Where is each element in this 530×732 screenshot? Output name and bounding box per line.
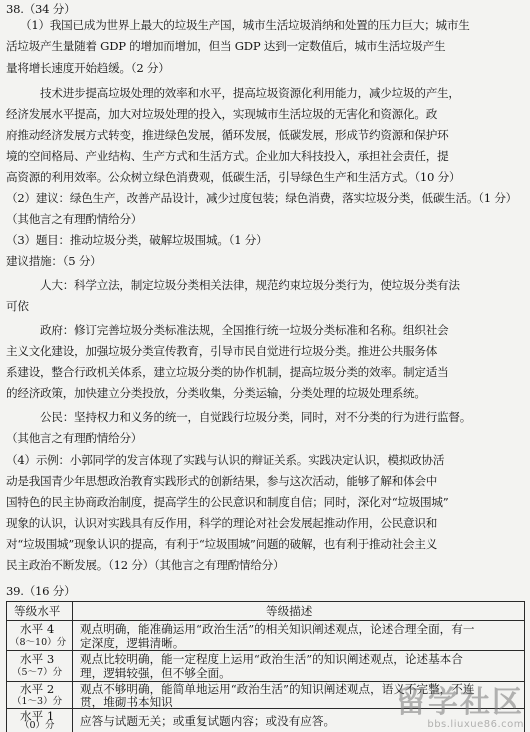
q38-p9-line: 现象的认识，认识对实践具有反作用，科学的理论对社会发展起推动作用，公民意识和 xyxy=(6,516,438,530)
q38-p2-line: 技术进步提高垃圾处理的效率和水平，提高垃圾资源化利用能力，减少垃圾的产生， xyxy=(40,86,460,100)
table-row-description: 定深度，逻辑清晰。 xyxy=(80,636,185,650)
table-header-description: 等级描述 xyxy=(266,604,313,618)
table-row-description: 理，逻辑较强，但不够全面。 xyxy=(80,666,231,680)
table-row-description: 观点不够明确，能简单地运用“政治生活”的知识阐述观点，语义不完整，不连 xyxy=(80,682,475,696)
table-border-left xyxy=(6,601,7,732)
table-row-range: （0）分 xyxy=(20,720,55,731)
q38-p8-line: 公民：坚持权力和义务的统一，自觉践行垃圾分类，同时，对不分类的行为进行监督。 xyxy=(40,410,472,424)
q38-p9-line: 国特色的民主协商政治制度，提高学生的公民意识和制度自信；同时，深化对“垃圾围城” xyxy=(6,495,449,509)
site-watermark xyxy=(396,687,524,730)
table-row-range: （5～7）分 xyxy=(12,667,63,678)
q38-p5-line: 建议措施：（5 分） xyxy=(6,254,102,268)
q38-heading: 38.（34 分） xyxy=(6,2,76,16)
q38-p2-line: 经济发展水平提高，加大对垃圾处理的投入，实现城市生活垃圾的无害化和资源化。政 xyxy=(6,107,438,121)
q38-p7-line: 的经济政策，加快建立分类投放，分类收集，分类运输，分类处理的垃圾处理系统。 xyxy=(6,386,426,400)
q38-p2-line: 高资源的利用效率。公众树立绿色消费观，低碳生活，引导绿色生产和生活方式。（10 分） xyxy=(6,170,461,184)
watermark-url: bbs.liuxue86.com xyxy=(427,719,524,730)
table-border-right xyxy=(524,601,525,732)
q38-p3-line: （2）建议：绿色生产，改善产品设计，减少过度包装；绿色消费，落实垃圾分类，低碳生活。（1 分） xyxy=(6,191,518,205)
q38-p7-line: 系建设，整合行政机关体系，建立垃圾分类的协作机制，提高垃圾分类的效率。制定适当 xyxy=(6,365,449,379)
table-row-description: 观点明确，能准确运用“政治生活”的相关知识阐述观点，论述合理全面，有一 xyxy=(80,622,475,636)
q38-p9-line: 民主政治不断发展。（12 分）（其他言之有理酌情给分） xyxy=(6,558,285,572)
table-border-top xyxy=(6,601,525,602)
table-column-divider xyxy=(72,601,73,732)
table-row-level: 水平 2 xyxy=(20,682,55,696)
table-row-range: （8～10）分 xyxy=(10,637,67,648)
q38-p8-line: （其他言之有理酌情给分） xyxy=(6,431,143,445)
table-row-level: 水平 1 xyxy=(20,709,55,723)
watermark-logo-text: 留学社区 xyxy=(396,685,524,720)
q38-p3b-line: （其他言之有理酌情给分） xyxy=(6,212,143,226)
q38-p9-line: 动是我国青少年思想政治教育实践形式的创新结果，参与这次活动，能够了解和体会中 xyxy=(6,474,438,488)
q38-p2-line: 境的空间格局、产业结构、生产方式和生活方式。企业加大科技投入，承担社会责任，提 xyxy=(6,149,449,163)
q38-p6-line: 人大：科学立法，制定垃圾分类相关法律，规范约束垃圾分类行为，使垃圾分类有法 xyxy=(40,278,460,292)
q39-heading: 39.（16 分） xyxy=(6,584,76,598)
q38-p6-line: 可依 xyxy=(6,299,29,313)
q38-p9-line: 对“垃圾围城”现象认识的提高，有利于“垃圾围城”问题的破解，也有利于推动社会主义 xyxy=(6,537,438,551)
table-header-level: 等级水平 xyxy=(14,604,61,618)
table-row-description: 应答与试题无关；或重复试题内容；或没有应答。 xyxy=(80,714,336,728)
table-row-description: 观点比较明确，能一定程度上运用“政治生活”的知识阐述观点，论述基本合 xyxy=(80,652,463,666)
q38-p2-line: 府推动经济发展方式转变，推进绿色发展，循环发展，低碳发展，形成节约资源和保护环 xyxy=(6,128,449,142)
table-row-level: 水平 4 xyxy=(20,622,55,636)
q38-p4-line: （3）题目：推动垃圾分类，破解垃圾围城。（1 分） xyxy=(6,233,268,247)
q38-p1-line: （1）我国已成为世界上最大的垃圾生产国，城市生活垃圾消纳和处置的压力巨大；城市生 xyxy=(20,18,470,32)
table-row-range: （1～3）分 xyxy=(12,696,63,707)
table-row-divider xyxy=(6,620,525,621)
q38-p7-line: 主义文化建设，加强垃圾分类宣传教育，引导市民自觉进行垃圾分类。推进公共服务体 xyxy=(6,344,438,358)
table-row-level: 水平 3 xyxy=(20,652,55,666)
table-row-description: 贯，堆砌书本知识 xyxy=(80,695,173,709)
q38-p1-line: 活垃圾产生量随着 GDP 的增加而增加，但当 GDP 达到一定数值后，城市生活垃圾产生 xyxy=(6,39,446,53)
q38-p1-line: 量将增长速度开始趋缓。（2 分） xyxy=(6,61,170,75)
table-row-divider xyxy=(6,650,525,651)
q38-p7-line: 政府：修订完善垃圾分类标准法规，全国推行统一垃圾分类标准和名称。组织社会 xyxy=(40,323,449,337)
q38-p9-line: （4）示例：小郭同学的发言体现了实践与认识的辩证关系。实践决定认识，模拟政协活 xyxy=(6,453,445,467)
